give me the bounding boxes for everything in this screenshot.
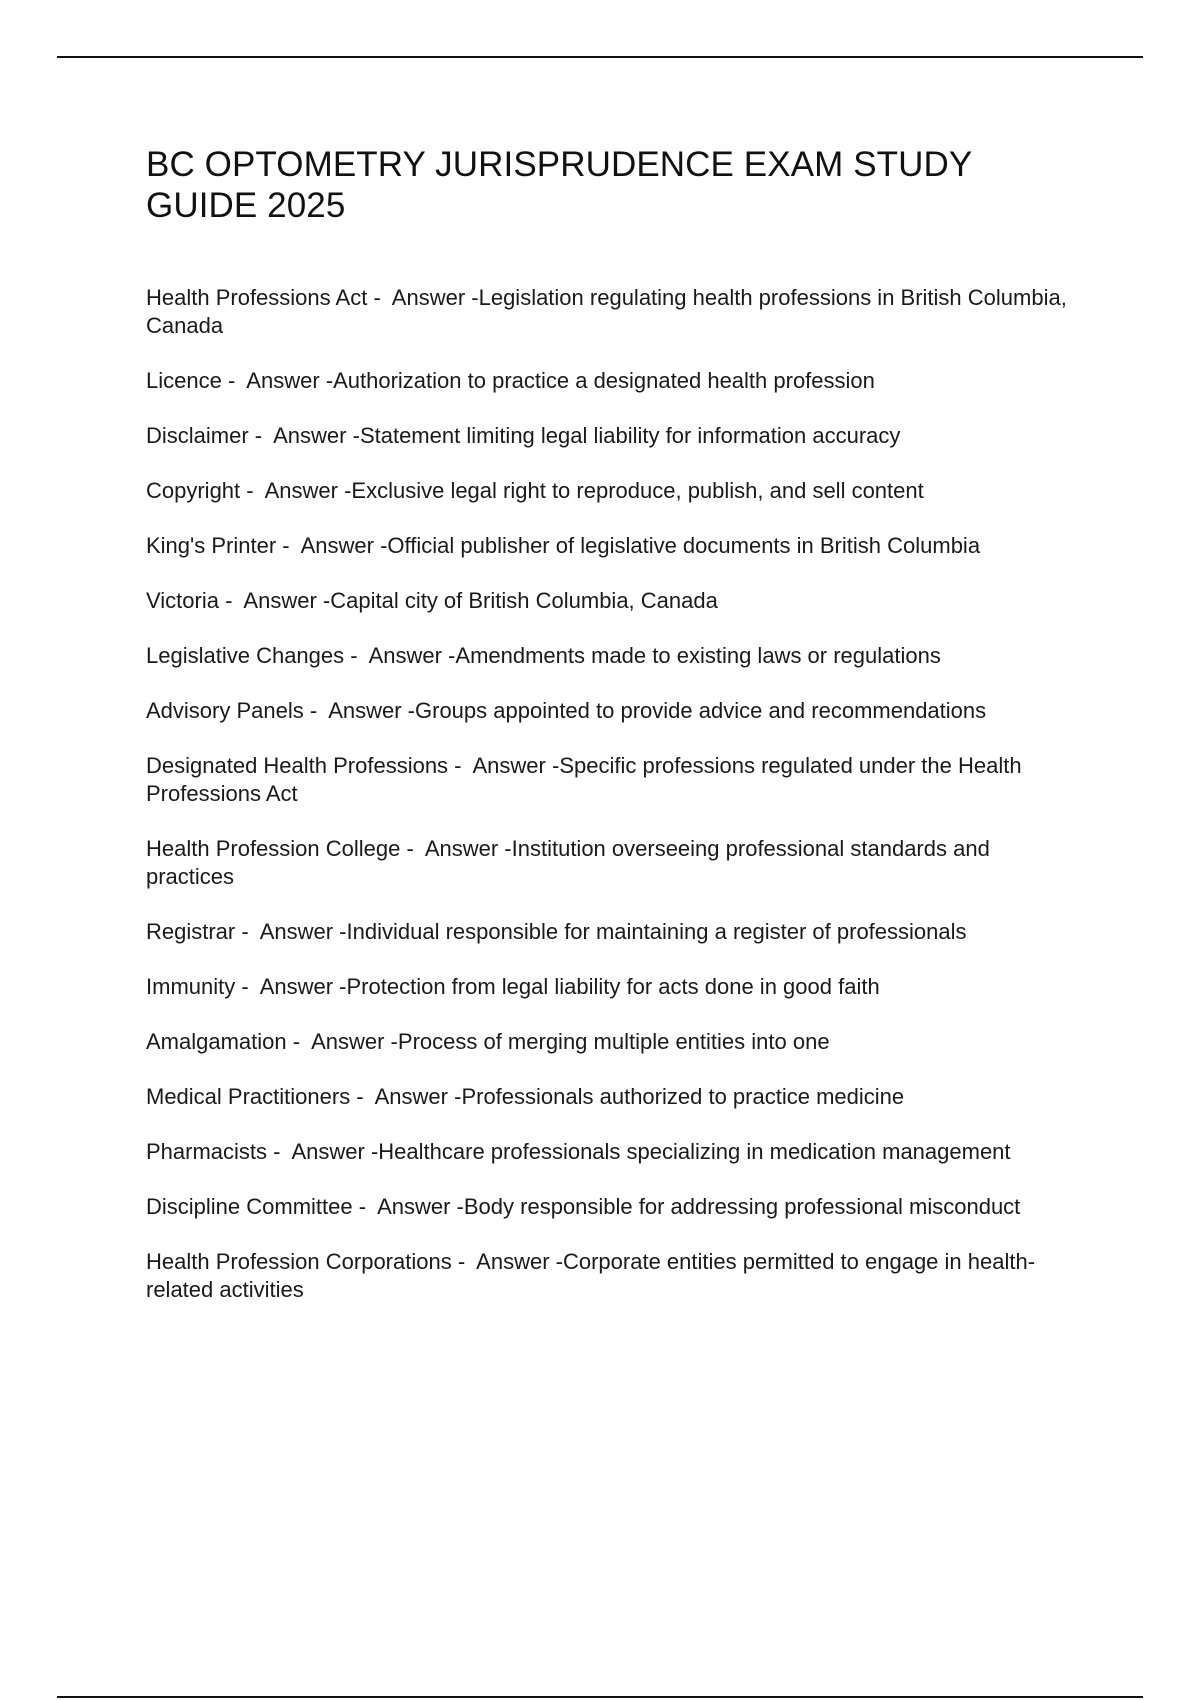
qa-answer: Capital city of British Columbia, Canada <box>330 588 718 613</box>
qa-answer: Body responsible for addressing professional misconduct <box>463 1194 1021 1219</box>
qa-item <box>146 973 1081 1001</box>
bottom-divider <box>57 1696 1143 1698</box>
qa-answer: Healthcare professionals specializing in medication management <box>378 1139 1011 1164</box>
qa-item <box>146 1028 1081 1056</box>
qa-separator: - Answer - <box>350 1084 462 1109</box>
qa-answer: Authorization to practice a designated health profession <box>333 368 875 393</box>
qa-separator: - Answer - <box>448 753 560 778</box>
qa-term: King's Printer <box>146 533 277 558</box>
qa-term: Health Profession Corporations <box>146 1249 452 1274</box>
qa-item <box>146 1138 1081 1166</box>
qa-separator: - Answer - <box>248 423 360 448</box>
qa-item <box>146 752 1081 808</box>
qa-answer: Individual responsible for maintaining a register of professionals <box>346 919 967 944</box>
qa-separator: - Answer - <box>235 974 347 999</box>
qa-term: Advisory Panels <box>146 698 304 723</box>
qa-item <box>146 532 1081 560</box>
qa-separator: - Answer - <box>352 1194 464 1219</box>
qa-term: Immunity <box>146 974 236 999</box>
qa-answer: Groups appointed to provide advice and recommendations <box>415 698 987 723</box>
qa-separator: - Answer - <box>240 478 352 503</box>
qa-separator: - Answer - <box>267 1139 379 1164</box>
top-divider <box>57 56 1143 58</box>
page-title: BC OPTOMETRY JURISPRUDENCE EXAM STUDY GUIDE 2025 <box>146 145 972 225</box>
qa-term: Disclaimer <box>146 423 249 448</box>
qa-separator: - Answer - <box>451 1249 563 1274</box>
qa-separator: - Answer - <box>303 698 415 723</box>
qa-term: Copyright <box>146 478 241 503</box>
qa-item <box>146 284 1081 340</box>
qa-answer: Protection from legal liability for acts done in good faith <box>346 974 880 999</box>
qa-item <box>146 422 1081 450</box>
qa-separator: - Answer - <box>400 836 512 861</box>
qa-item <box>146 642 1081 670</box>
qa-term: Licence <box>146 368 222 393</box>
qa-item <box>146 918 1081 946</box>
qa-separator: - Answer - <box>367 285 479 310</box>
qa-answer: Official publisher of legislative documents in British Columbia <box>387 533 981 558</box>
qa-item <box>146 1193 1081 1221</box>
qa-separator: - Answer - <box>221 368 334 393</box>
qa-answer: Amendments made to existing laws or regulations <box>455 643 941 668</box>
qa-term: Registrar <box>146 919 236 944</box>
qa-item <box>146 477 1081 505</box>
qa-answer: Legislation regulating health professions in British Columbia, Canada <box>146 285 1067 338</box>
qa-answer: Statement limiting legal liability for information accuracy <box>359 423 901 448</box>
qa-term: Discipline Committee <box>146 1194 353 1219</box>
qa-separator: - Answer - <box>344 643 456 668</box>
qa-separator: - Answer - <box>286 1029 398 1054</box>
qa-term: Victoria <box>146 588 219 613</box>
qa-item <box>146 367 1081 395</box>
qa-answer: Corporate entities permitted to engage in health-related activities <box>146 1249 1036 1302</box>
qa-term: Amalgamation <box>146 1029 287 1054</box>
qa-item <box>146 587 1081 615</box>
qa-term: Health Profession College <box>146 836 401 861</box>
qa-term: Pharmacists <box>146 1139 268 1164</box>
qa-separator: - Answer - <box>276 533 388 558</box>
qa-term: Designated Health Professions <box>146 753 449 778</box>
qa-item <box>146 697 1081 725</box>
qa-answer: Process of merging multiple entities into one <box>397 1029 830 1054</box>
qa-term: Medical Practitioners <box>146 1084 351 1109</box>
qa-term: Legislative Changes <box>146 643 345 668</box>
qa-separator: - Answer - <box>218 588 331 613</box>
qa-list <box>146 284 1081 1331</box>
qa-separator: - Answer - <box>235 919 347 944</box>
qa-answer: Exclusive legal right to reproduce, publish, and sell content <box>351 478 924 503</box>
qa-answer: Professionals authorized to practice medicine <box>461 1084 905 1109</box>
qa-item <box>146 1083 1081 1111</box>
qa-answer: Specific professions regulated under the Health Professions Act <box>146 753 1022 806</box>
qa-answer: Institution overseeing professional standards and practices <box>146 836 990 889</box>
qa-term: Health Professions Act <box>146 285 368 310</box>
qa-item <box>146 835 1081 891</box>
qa-item <box>146 1248 1081 1304</box>
